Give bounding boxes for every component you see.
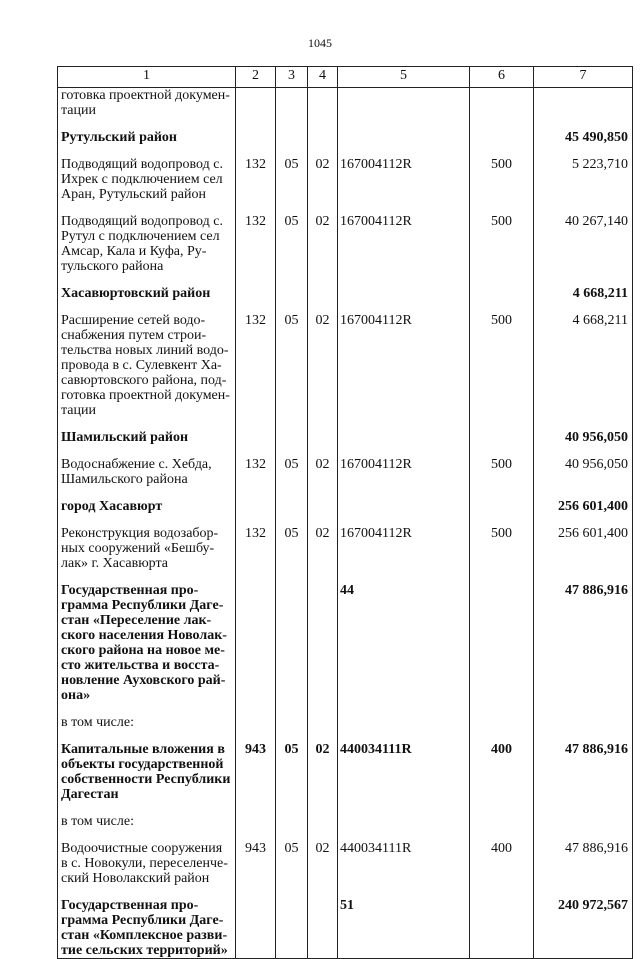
- spacer-cell: [236, 202, 276, 214]
- row-spacer: [58, 886, 633, 898]
- spacer-cell: [58, 118, 236, 130]
- spacer-cell: [338, 118, 470, 130]
- spacer-cell: [58, 829, 236, 841]
- row-spacer: [58, 418, 633, 430]
- spacer-cell: [308, 301, 338, 313]
- row-cell-3: [276, 814, 308, 829]
- table-row: [58, 130, 633, 145]
- spacer-cell: [276, 301, 308, 313]
- row-cell-5: 167004112R: [338, 313, 470, 418]
- spacer-cell: [236, 418, 276, 430]
- spacer-cell: [534, 487, 633, 499]
- row-cell-5: 167004112R: [338, 157, 470, 202]
- spacer-cell: [338, 730, 470, 742]
- row-cell-2: 132: [236, 157, 276, 202]
- row-cell-5: [338, 130, 470, 145]
- spacer-cell: [470, 829, 534, 841]
- row-cell-7: 40 956,050: [534, 457, 633, 487]
- header-cell: 5: [338, 67, 470, 88]
- row-cell-5: 167004112R: [338, 526, 470, 571]
- row-cell-7: 40 956,050: [534, 430, 633, 445]
- row-cell-3: 05: [276, 313, 308, 418]
- row-cell-5: [338, 499, 470, 514]
- row-spacer: [58, 571, 633, 583]
- row-cell-7: 256 601,400: [534, 499, 633, 514]
- row-cell-2: [236, 130, 276, 145]
- row-spacer: [58, 487, 633, 499]
- spacer-cell: [276, 487, 308, 499]
- row-label: Реконструкция водозабор-ных сооружений «Бешбу-лак» г. Хасавюрта: [58, 526, 236, 571]
- spacer-cell: [276, 829, 308, 841]
- row-cell-6: 500: [470, 526, 534, 571]
- row-cell-2: 132: [236, 526, 276, 571]
- spacer-cell: [470, 886, 534, 898]
- spacer-cell: [276, 118, 308, 130]
- row-cell-2: [236, 286, 276, 301]
- row-cell-5: 440034111R: [338, 742, 470, 802]
- row-spacer: [58, 445, 633, 457]
- spacer-cell: [338, 301, 470, 313]
- spacer-cell: [236, 301, 276, 313]
- row-cell-3: [276, 898, 308, 959]
- row-spacer: [58, 703, 633, 715]
- spacer-cell: [470, 571, 534, 583]
- spacer-cell: [308, 274, 338, 286]
- spacer-cell: [308, 118, 338, 130]
- table-row: [58, 742, 633, 802]
- budget-table: [57, 66, 633, 959]
- spacer-cell: [308, 202, 338, 214]
- header-cell: 1: [58, 67, 236, 88]
- row-label: Шамильский район: [58, 430, 236, 445]
- row-cell-5: 167004112R: [338, 457, 470, 487]
- row-cell-6: [470, 814, 534, 829]
- row-label: Государственная про-грамма Республики Даге-стан «Комплексное разви-тие сельских территорий»: [58, 898, 236, 959]
- row-cell-6: [470, 286, 534, 301]
- table-row: [58, 526, 633, 571]
- spacer-cell: [308, 802, 338, 814]
- row-cell-4: [308, 88, 338, 119]
- row-cell-7: [534, 715, 633, 730]
- row-cell-4: [308, 583, 338, 703]
- spacer-cell: [236, 487, 276, 499]
- row-spacer: [58, 301, 633, 313]
- spacer-cell: [276, 274, 308, 286]
- row-cell-4: 02: [308, 841, 338, 886]
- table-row: [58, 898, 633, 959]
- row-cell-2: 132: [236, 457, 276, 487]
- spacer-cell: [308, 571, 338, 583]
- spacer-cell: [470, 274, 534, 286]
- spacer-cell: [338, 487, 470, 499]
- spacer-cell: [534, 730, 633, 742]
- row-label: Водоснабжение с. Хебда, Шамильского района: [58, 457, 236, 487]
- spacer-cell: [338, 202, 470, 214]
- row-cell-4: 02: [308, 742, 338, 802]
- spacer-cell: [308, 730, 338, 742]
- row-cell-7: 47 886,916: [534, 742, 633, 802]
- row-cell-7: 4 668,211: [534, 286, 633, 301]
- table-row: [58, 715, 633, 730]
- row-cell-2: [236, 898, 276, 959]
- spacer-cell: [534, 514, 633, 526]
- spacer-cell: [338, 274, 470, 286]
- spacer-cell: [58, 274, 236, 286]
- table-row: [58, 814, 633, 829]
- row-cell-3: [276, 88, 308, 119]
- row-cell-3: [276, 583, 308, 703]
- row-cell-5: 167004112R: [338, 214, 470, 274]
- spacer-cell: [236, 145, 276, 157]
- row-spacer: [58, 202, 633, 214]
- spacer-cell: [276, 802, 308, 814]
- row-cell-7: 45 490,850: [534, 130, 633, 145]
- row-cell-6: [470, 88, 534, 119]
- row-cell-2: [236, 715, 276, 730]
- spacer-cell: [534, 703, 633, 715]
- row-cell-7: 256 601,400: [534, 526, 633, 571]
- spacer-cell: [338, 418, 470, 430]
- spacer-cell: [236, 730, 276, 742]
- row-cell-2: 132: [236, 313, 276, 418]
- spacer-cell: [470, 487, 534, 499]
- spacer-cell: [534, 445, 633, 457]
- row-label: Подводящий водопровод с. Ихрек с подключением сел Аран, Рутульский район: [58, 157, 236, 202]
- spacer-cell: [276, 886, 308, 898]
- table-row: [58, 88, 633, 119]
- row-cell-7: 47 886,916: [534, 841, 633, 886]
- spacer-cell: [308, 829, 338, 841]
- spacer-cell: [236, 274, 276, 286]
- spacer-cell: [58, 301, 236, 313]
- row-cell-2: 132: [236, 214, 276, 274]
- row-cell-2: [236, 583, 276, 703]
- row-cell-2: [236, 430, 276, 445]
- row-label: Государственная про-грамма Республики Даге-стан «Переселение лак-ского населения Новолак-ского района на новое ме-сто жительства и восста-новление Ауховского рай-она»: [58, 583, 236, 703]
- table-row: [58, 457, 633, 487]
- header-cell: 4: [308, 67, 338, 88]
- spacer-cell: [276, 202, 308, 214]
- spacer-cell: [58, 445, 236, 457]
- spacer-cell: [470, 301, 534, 313]
- row-spacer: [58, 118, 633, 130]
- row-label: Хасавюртовский район: [58, 286, 236, 301]
- table-row: [58, 499, 633, 514]
- row-cell-4: 02: [308, 157, 338, 202]
- row-spacer: [58, 730, 633, 742]
- table-row: [58, 313, 633, 418]
- table-body: [58, 88, 633, 959]
- row-cell-4: [308, 430, 338, 445]
- spacer-cell: [58, 886, 236, 898]
- row-cell-4: 02: [308, 526, 338, 571]
- row-cell-4: [308, 130, 338, 145]
- spacer-cell: [470, 145, 534, 157]
- spacer-cell: [470, 802, 534, 814]
- row-cell-4: 02: [308, 457, 338, 487]
- spacer-cell: [236, 445, 276, 457]
- row-cell-7: [534, 88, 633, 119]
- header-cell: 2: [236, 67, 276, 88]
- spacer-cell: [236, 829, 276, 841]
- row-spacer: [58, 145, 633, 157]
- spacer-cell: [308, 886, 338, 898]
- spacer-cell: [338, 145, 470, 157]
- row-label: Подводящий водопровод с. Рутул с подключением сел Амсар, Кала и Куфа, Ру-тульского района: [58, 214, 236, 274]
- table-row: [58, 214, 633, 274]
- spacer-cell: [534, 202, 633, 214]
- row-spacer: [58, 274, 633, 286]
- row-label: Расширение сетей водо-снабжения путем строи-тельства новых линий водо-провода в с. Сулевкент Ха-савюртовского района, под-готовка проектной докумен-тации: [58, 313, 236, 418]
- row-cell-3: 05: [276, 742, 308, 802]
- spacer-cell: [308, 145, 338, 157]
- row-cell-3: 05: [276, 157, 308, 202]
- header-cell: 7: [534, 67, 633, 88]
- row-cell-4: [308, 715, 338, 730]
- row-label: Рутульский район: [58, 130, 236, 145]
- row-cell-6: 400: [470, 742, 534, 802]
- spacer-cell: [470, 118, 534, 130]
- table-row: [58, 157, 633, 202]
- header-row: [58, 67, 633, 88]
- row-cell-2: [236, 88, 276, 119]
- row-label: Водоочистные сооружения в с. Новокули, переселенче-ский Новолакский район: [58, 841, 236, 886]
- row-cell-5: [338, 88, 470, 119]
- row-cell-3: 05: [276, 457, 308, 487]
- row-cell-4: 02: [308, 214, 338, 274]
- row-cell-5: 51: [338, 898, 470, 959]
- spacer-cell: [534, 274, 633, 286]
- row-cell-4: [308, 814, 338, 829]
- spacer-cell: [534, 829, 633, 841]
- spacer-cell: [58, 703, 236, 715]
- spacer-cell: [534, 802, 633, 814]
- spacer-cell: [58, 514, 236, 526]
- spacer-cell: [236, 118, 276, 130]
- row-spacer: [58, 514, 633, 526]
- spacer-cell: [470, 514, 534, 526]
- row-cell-6: 500: [470, 313, 534, 418]
- spacer-cell: [338, 802, 470, 814]
- row-cell-5: [338, 814, 470, 829]
- spacer-cell: [470, 202, 534, 214]
- row-cell-6: [470, 715, 534, 730]
- spacer-cell: [276, 445, 308, 457]
- header-cell: 6: [470, 67, 534, 88]
- spacer-cell: [276, 514, 308, 526]
- table-row: [58, 583, 633, 703]
- spacer-cell: [276, 145, 308, 157]
- spacer-cell: [534, 118, 633, 130]
- row-cell-4: 02: [308, 313, 338, 418]
- spacer-cell: [534, 418, 633, 430]
- row-cell-4: [308, 898, 338, 959]
- row-cell-4: [308, 499, 338, 514]
- row-label: город Хасавюрт: [58, 499, 236, 514]
- spacer-cell: [276, 703, 308, 715]
- row-cell-3: 05: [276, 214, 308, 274]
- spacer-cell: [58, 145, 236, 157]
- spacer-cell: [534, 571, 633, 583]
- spacer-cell: [338, 703, 470, 715]
- row-cell-5: [338, 286, 470, 301]
- spacer-cell: [534, 301, 633, 313]
- spacer-cell: [308, 703, 338, 715]
- row-cell-5: 44: [338, 583, 470, 703]
- row-cell-5: [338, 715, 470, 730]
- spacer-cell: [534, 145, 633, 157]
- row-cell-2: [236, 814, 276, 829]
- row-label: в том числе:: [58, 715, 236, 730]
- spacer-cell: [338, 829, 470, 841]
- row-label: Капитальные вложения в объекты государственной собственности Республики Дагестан: [58, 742, 236, 802]
- row-cell-6: 500: [470, 457, 534, 487]
- spacer-cell: [276, 730, 308, 742]
- row-cell-7: 240 972,567: [534, 898, 633, 959]
- spacer-cell: [58, 571, 236, 583]
- spacer-cell: [236, 703, 276, 715]
- spacer-cell: [338, 514, 470, 526]
- spacer-cell: [276, 571, 308, 583]
- row-cell-3: [276, 130, 308, 145]
- row-cell-3: [276, 715, 308, 730]
- spacer-cell: [236, 802, 276, 814]
- spacer-cell: [338, 445, 470, 457]
- spacer-cell: [534, 886, 633, 898]
- spacer-cell: [58, 487, 236, 499]
- spacer-cell: [308, 445, 338, 457]
- spacer-cell: [276, 418, 308, 430]
- spacer-cell: [470, 703, 534, 715]
- spacer-cell: [236, 886, 276, 898]
- row-cell-6: [470, 130, 534, 145]
- row-cell-6: [470, 583, 534, 703]
- row-cell-2: 943: [236, 841, 276, 886]
- row-cell-6: 500: [470, 214, 534, 274]
- spacer-cell: [308, 418, 338, 430]
- row-cell-4: [308, 286, 338, 301]
- row-cell-3: [276, 499, 308, 514]
- spacer-cell: [236, 514, 276, 526]
- spacer-cell: [58, 730, 236, 742]
- row-cell-6: 500: [470, 157, 534, 202]
- row-spacer: [58, 802, 633, 814]
- table-row: [58, 430, 633, 445]
- row-cell-7: 5 223,710: [534, 157, 633, 202]
- row-cell-7: 4 668,211: [534, 313, 633, 418]
- header-cell: 3: [276, 67, 308, 88]
- spacer-cell: [338, 886, 470, 898]
- row-cell-6: [470, 430, 534, 445]
- page-number: 1045: [308, 36, 332, 50]
- row-cell-6: 400: [470, 841, 534, 886]
- row-label: в том числе:: [58, 814, 236, 829]
- row-cell-6: [470, 499, 534, 514]
- row-cell-7: 47 886,916: [534, 583, 633, 703]
- table-row: [58, 286, 633, 301]
- spacer-cell: [58, 202, 236, 214]
- row-cell-3: [276, 430, 308, 445]
- row-cell-7: 40 267,140: [534, 214, 633, 274]
- row-cell-5: [338, 430, 470, 445]
- spacer-cell: [58, 418, 236, 430]
- spacer-cell: [470, 730, 534, 742]
- spacer-cell: [470, 418, 534, 430]
- row-cell-5: 440034111R: [338, 841, 470, 886]
- row-spacer: [58, 829, 633, 841]
- spacer-cell: [308, 487, 338, 499]
- row-cell-3: 05: [276, 841, 308, 886]
- table-row: [58, 841, 633, 886]
- row-cell-3: [276, 286, 308, 301]
- spacer-cell: [338, 571, 470, 583]
- spacer-cell: [308, 514, 338, 526]
- spacer-cell: [58, 802, 236, 814]
- row-cell-2: [236, 499, 276, 514]
- row-label: готовка проектной докумен-тации: [58, 88, 236, 119]
- row-cell-2: 943: [236, 742, 276, 802]
- row-cell-7: [534, 814, 633, 829]
- row-cell-3: 05: [276, 526, 308, 571]
- row-cell-6: [470, 898, 534, 959]
- spacer-cell: [236, 571, 276, 583]
- spacer-cell: [470, 445, 534, 457]
